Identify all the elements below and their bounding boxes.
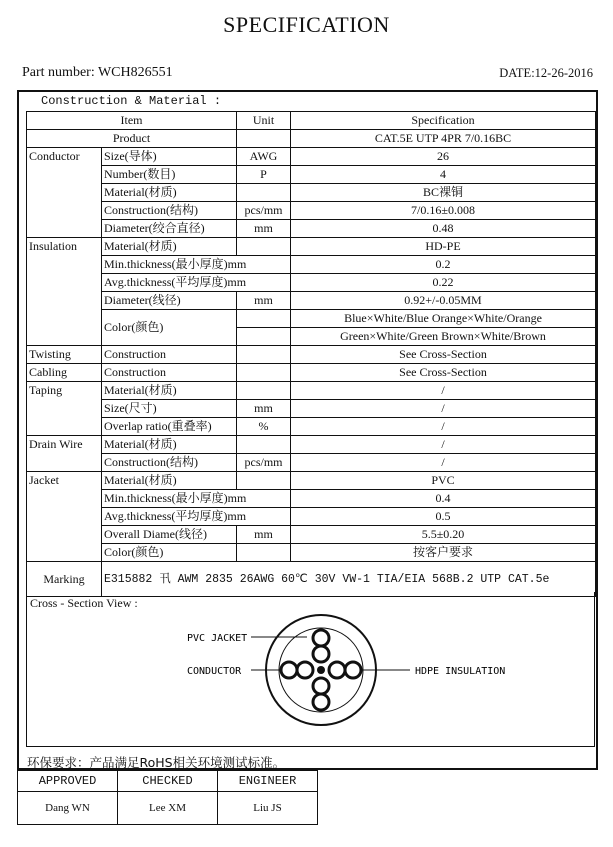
row-value: 0.22 bbox=[291, 274, 596, 292]
row-item: Color(颜色) bbox=[102, 310, 237, 346]
row-item: Diameter(线径) bbox=[102, 292, 237, 310]
product-label: Product bbox=[27, 130, 237, 148]
table-row bbox=[27, 202, 596, 220]
row-item: Color(颜色) bbox=[102, 544, 237, 562]
row-item: Material(材质) bbox=[102, 436, 237, 454]
row-item: Material(材质) bbox=[102, 238, 237, 256]
row-value: See Cross-Section bbox=[291, 364, 596, 382]
conductor-wire bbox=[297, 662, 313, 678]
row-value: 0.4 bbox=[291, 490, 596, 508]
row-value: 0.5 bbox=[291, 508, 596, 526]
row-unit bbox=[237, 382, 291, 400]
cross-section-title: Cross - Section View : bbox=[30, 596, 138, 610]
marking-label: Marking bbox=[27, 562, 102, 597]
table-row bbox=[27, 508, 596, 526]
conductor-wire bbox=[313, 678, 329, 694]
row-item: Material(材质) bbox=[102, 184, 237, 202]
table-row bbox=[27, 382, 596, 400]
table-row bbox=[27, 256, 596, 274]
table-row bbox=[27, 166, 596, 184]
specification-table bbox=[26, 111, 596, 597]
row-item: Overall Diame(线径) bbox=[102, 526, 237, 544]
row-value: / bbox=[291, 454, 596, 472]
table-row bbox=[27, 418, 596, 436]
row-unit: mm bbox=[237, 526, 291, 544]
table-row bbox=[27, 364, 596, 382]
center-filler bbox=[317, 666, 325, 674]
row-unit: mm bbox=[237, 220, 291, 238]
table-row bbox=[27, 292, 596, 310]
row-unit: AWG bbox=[237, 148, 291, 166]
table-row bbox=[27, 400, 596, 418]
part-number: Part number: WCH826551 bbox=[22, 65, 173, 80]
checked-header: CHECKED bbox=[118, 771, 218, 792]
row-value: / bbox=[291, 382, 596, 400]
conductor-wire bbox=[345, 662, 361, 678]
row-value: See Cross-Section bbox=[291, 346, 596, 364]
table-row bbox=[27, 544, 596, 562]
row-unit: mm bbox=[237, 292, 291, 310]
engineer-name: Liu JS bbox=[218, 792, 318, 825]
row-item: Min.thickness(最小厚度)mm bbox=[102, 490, 291, 508]
cross-section-panel bbox=[26, 592, 595, 747]
row-value: 4 bbox=[291, 166, 596, 184]
table-row bbox=[27, 472, 596, 490]
header-spec: Specification bbox=[291, 112, 596, 130]
table-row bbox=[27, 130, 596, 148]
table-row bbox=[27, 184, 596, 202]
table-row bbox=[27, 148, 596, 166]
conductor-wire bbox=[329, 662, 345, 678]
conductor-wire bbox=[281, 662, 297, 678]
table-row bbox=[27, 490, 596, 508]
table-row bbox=[27, 346, 596, 364]
row-unit: % bbox=[237, 418, 291, 436]
row-item: Min.thickness(最小厚度)mm bbox=[102, 256, 291, 274]
group-cabling: Cabling bbox=[27, 364, 102, 382]
product-value: CAT.5E UTP 4PR 7/0.16BC bbox=[291, 130, 596, 148]
signature-table bbox=[17, 770, 318, 825]
environment-note: 环保要求：产品满足RoHS相关环境测试标准。 bbox=[27, 755, 286, 770]
row-value: / bbox=[291, 418, 596, 436]
group-jacket: Jacket bbox=[27, 472, 102, 562]
table-row bbox=[27, 274, 596, 292]
row-value: Blue×White/Blue Orange×White/Orange bbox=[291, 310, 596, 328]
group-insulation: Insulation bbox=[27, 238, 102, 346]
row-item: Number(数目) bbox=[102, 166, 237, 184]
table-row bbox=[27, 454, 596, 472]
label-hdpe-insulation: HDPE INSULATION bbox=[415, 666, 506, 677]
row-item: Construction(结构) bbox=[102, 454, 237, 472]
row-value: / bbox=[291, 400, 596, 418]
table-row bbox=[27, 238, 596, 256]
row-value: 0.92+/-0.05MM bbox=[291, 292, 596, 310]
row-unit: pcs/mm bbox=[237, 454, 291, 472]
row-value: 0.48 bbox=[291, 220, 596, 238]
row-unit: P bbox=[237, 166, 291, 184]
row-unit bbox=[237, 184, 291, 202]
row-item: Material(材质) bbox=[102, 472, 237, 490]
row-item: Construction bbox=[102, 346, 237, 364]
row-item: Avg.thickness(平均厚度)mm bbox=[102, 508, 291, 526]
row-item: Construction(结构) bbox=[102, 202, 237, 220]
row-item: Material(材质) bbox=[102, 382, 237, 400]
engineer-header: ENGINEER bbox=[218, 771, 318, 792]
conductor-wire bbox=[313, 646, 329, 662]
label-pvc-jacket: PVC JACKET bbox=[187, 633, 248, 644]
row-value: 7/0.16±0.008 bbox=[291, 202, 596, 220]
row-unit bbox=[237, 544, 291, 562]
row-unit: pcs/mm bbox=[237, 202, 291, 220]
row-item: Size(尺寸) bbox=[102, 400, 237, 418]
section-title: Construction & Material : bbox=[41, 94, 222, 108]
row-item: Avg.thickness(平均厚度)mm bbox=[102, 274, 291, 292]
row-unit: mm bbox=[237, 400, 291, 418]
specification-frame bbox=[17, 90, 598, 770]
row-value: PVC bbox=[291, 472, 596, 490]
row-item: Overlap ratio(重叠率) bbox=[102, 418, 237, 436]
row-item: Diameter(绞合直径) bbox=[102, 220, 237, 238]
approved-name: Dang WN bbox=[18, 792, 118, 825]
row-unit bbox=[237, 472, 291, 490]
row-unit bbox=[237, 436, 291, 454]
group-drain-wire: Drain Wire bbox=[27, 436, 102, 472]
row-value: 26 bbox=[291, 148, 596, 166]
row-value: 按客户要求 bbox=[291, 544, 596, 562]
header-item: Item bbox=[27, 112, 237, 130]
table-row bbox=[27, 526, 596, 544]
approved-header: APPROVED bbox=[18, 771, 118, 792]
signature-header-row bbox=[18, 771, 318, 792]
header-unit: Unit bbox=[237, 112, 291, 130]
row-item: Construction bbox=[102, 364, 237, 382]
checked-name: Lee XM bbox=[118, 792, 218, 825]
row-value: BC裸铜 bbox=[291, 184, 596, 202]
conductor-wire bbox=[313, 630, 329, 646]
row-unit bbox=[237, 238, 291, 256]
row-value: 5.5±0.20 bbox=[291, 526, 596, 544]
conductor-wire bbox=[313, 694, 329, 710]
marking-text: E315882 卂 AWM 2835 26AWG 60℃ 30V VW-1 TIA/EIA 568B.2 UTP CAT.5e bbox=[102, 562, 596, 597]
document-date: DATE:12-26-2016 bbox=[499, 66, 593, 80]
row-value: / bbox=[291, 436, 596, 454]
cross-section-diagram bbox=[27, 592, 594, 742]
table-row bbox=[27, 310, 596, 328]
signature-name-row bbox=[18, 792, 318, 825]
table-row bbox=[27, 220, 596, 238]
group-twisting: Twisting bbox=[27, 346, 102, 364]
row-item: Size(导体) bbox=[102, 148, 237, 166]
label-conductor: CONDUCTOR bbox=[187, 666, 242, 677]
table-header-row bbox=[27, 112, 596, 130]
row-value: Green×White/Green Brown×White/Brown bbox=[291, 328, 596, 346]
row-value: HD-PE bbox=[291, 238, 596, 256]
group-conductor: Conductor bbox=[27, 148, 102, 238]
group-taping: Taping bbox=[27, 382, 102, 436]
row-value: 0.2 bbox=[291, 256, 596, 274]
document-title: SPECIFICATION bbox=[223, 12, 390, 37]
table-row bbox=[27, 436, 596, 454]
